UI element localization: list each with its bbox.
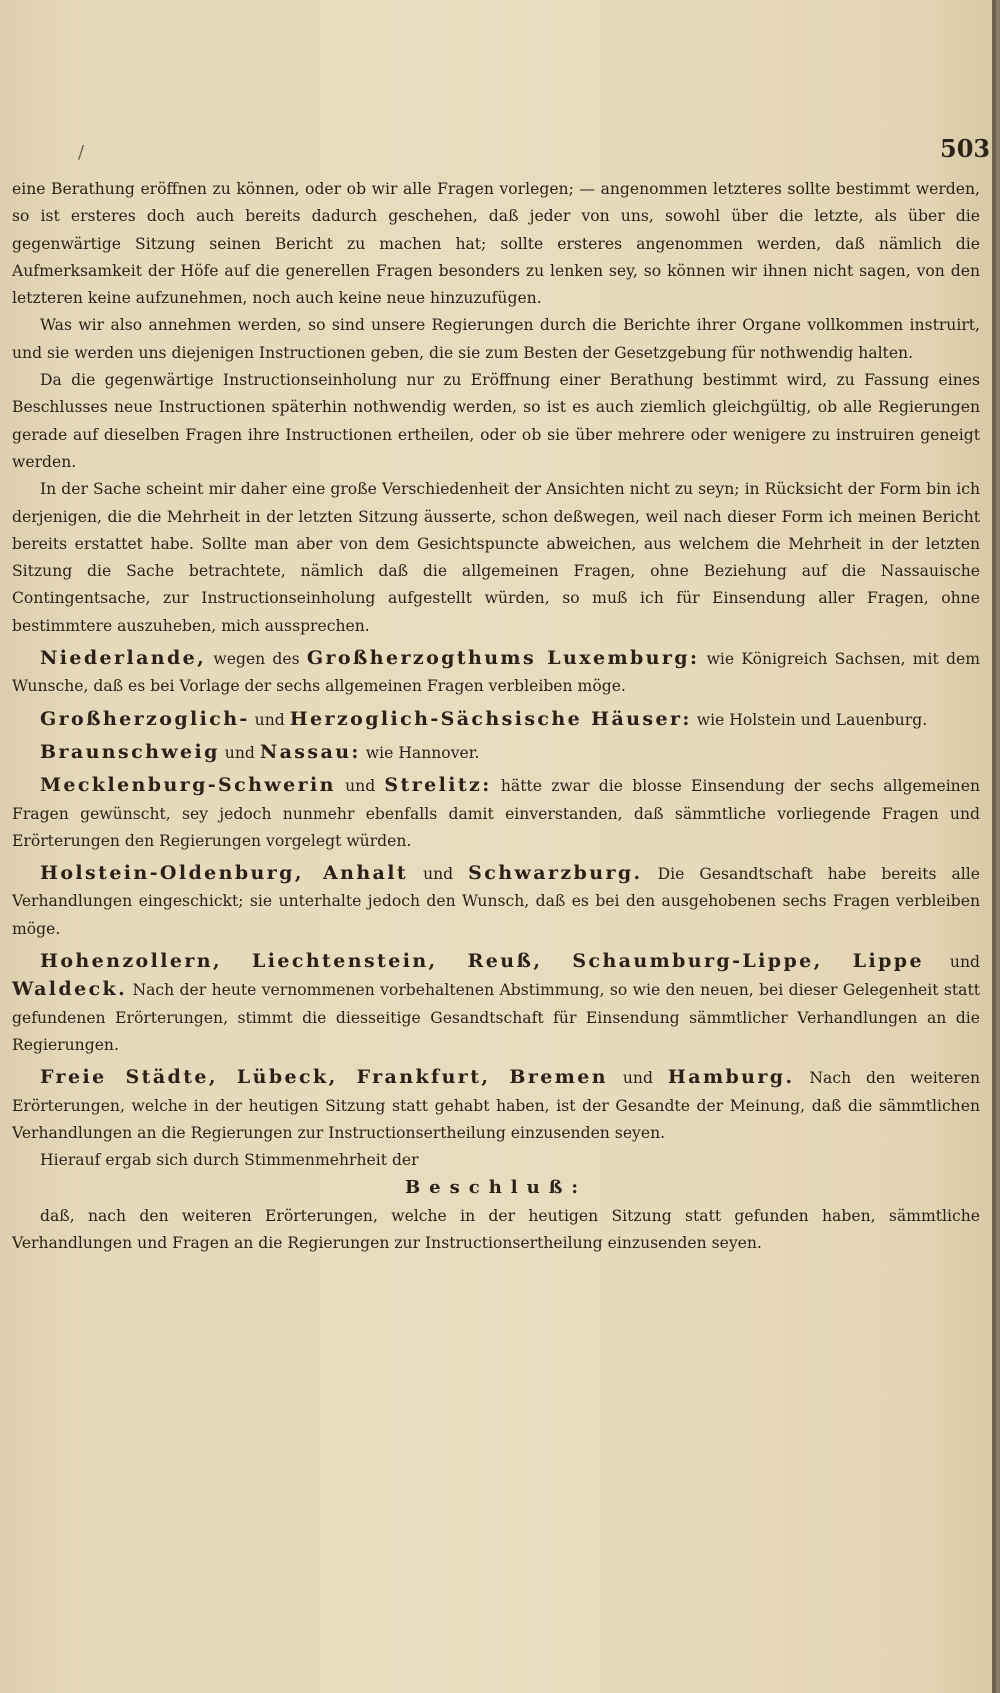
result-intro: Hierauf ergab sich durch Stimmenmehrheit der — [40, 1151, 419, 1170]
paragraph-4: In der Sache scheint mir daher eine große Verschiedenheit der Ansichten nicht zu seyn; in Rücksicht der Form bin ich derjenigen, die die Mehrheit in der letzten Sitzung äusserte, schon deßwegen, weil nach dieser Form ich meinen Bericht bereits erstattet habe. Sollte man aber von dem Gesichtspuncte abweichen, aus welchem die Mehrheit in der letzten Sitzung die Sache betrachtete, nämlich daß die allgemeinen Fragen, ohne Beziehung auf die Nassauische Contingentsache, zur Instructionseinholung aufgestellt würden, so muß ich für Einsendung aller Fragen, ohne bestimmtere auszuheben, mich aussprechen. — [12, 480, 980, 635]
vote-hohenzollern: Hohenzollern, Liechtenstein, Reuß, Schaumburg-Lippe, Lippe und Waldeck. Nach der heute vernommenen vorbehaltenen Abstimmung, so wie den neuen, bei dieser Gelegenheit statt gefundenen Erörterungen, stimmt die diesseitige Gesandtschaft für Einsendung sämmtlicher Verhandlungen an die Regierungen. — [12, 950, 980, 1054]
beschluss-text: daß, nach den weiteren Erörterungen, welche in der heutigen Sitzung statt gefunden haben, sämmtliche Verhandlungen und Fragen an die Regierungen zur Instructionsertheilung einzusenden seyen. — [12, 1206, 980, 1252]
paragraph-1: eine Berathung eröffnen zu können, oder ob wir alle Fragen vorlegen; — angenommen letzteres sollte bestimmt werden, so ist ersteres doch auch bereits dadurch geschehen, daß jeder von uns, sowohl über die letzte, als über die gegenwärtige Sitzung seinen Bericht zu machen hat; sollte ersteres angenommen werden, daß nämlich die Aufmerksamkeit der Höfe auf die generellen Fragen besonders zu lenken sey, so können wir ihnen nicht sagen, von den letzteren keine aufzunehmen, noch auch keine neue hinzuzufügen. — [12, 180, 980, 308]
paragraph-3: Da die gegenwärtige Instructionseinholung nur zu Eröffnung einer Berathung bestimmt wird, zu Fassung eines Beschlusses neue Instructionen späterhin nothwendig werden, so ist es auch ziemlich gleichgültig, ob alle Regierungen gerade auf dieselben Fragen ihre Instructionen ertheilen, oder ob sie über mehrere oder wenigere zu instruiren geneigt werden. — [12, 371, 980, 471]
vote-heading: Strelitz: — [384, 774, 492, 797]
vote-heading: Hohenzollern, Liechtenstein, Reuß, Schaumburg-Lippe, Lippe — [40, 950, 924, 973]
vote-freie-staedte: Freie Städte, Lübeck, Frankfurt, Bremen und Hamburg. Nach den weiteren Erörterungen, welche in der heutigen Sitzung statt gehabt haben, ist der Gesandte der Meinung, daß die sämmtlichen Verhandlungen an die Regierungen zur Instructionsertheilung einzusenden seyen. — [12, 1066, 980, 1142]
vote-heading: Großherzogthums Luxemburg: — [306, 647, 700, 670]
page-number: 503 — [940, 134, 991, 163]
vote-heading: Freie Städte, Lübeck, Frankfurt, Bremen — [40, 1066, 608, 1089]
vote-braunschweig: Braunschweig und Nassau: wie Hannover. — [40, 740, 480, 763]
beschluss-title-line — [12, 1174, 980, 1202]
body-text — [12, 176, 980, 1257]
page-edge — [992, 0, 996, 1693]
vote-heading: Großherzoglich- — [40, 707, 250, 730]
vote-heading: Niederlande, — [40, 647, 207, 670]
vote-heading: Braunschweig — [40, 740, 220, 763]
vote-heading: Hamburg. — [667, 1066, 795, 1089]
vote-heading: Nassau: — [259, 740, 361, 763]
vote-heading: Mecklenburg-Schwerin — [40, 774, 336, 797]
vote-holstein-oldenburg: Holstein-Oldenburg, Anhalt und Schwarzburg. Die Gesandtschaft habe bereits alle Verhandlungen eingeschickt; sie unterhalte jedoch den Wunsch, daß es bei den ausgehobenen sechs Fragen verbleiben möge. — [12, 862, 980, 938]
vote-heading: Waldeck. — [12, 978, 128, 1001]
vote-heading: Holstein-Oldenburg, Anhalt — [40, 862, 409, 885]
vote-saechsische-haeuser: Großherzoglich- und Herzoglich-Sächsische Häuser: wie Holstein und Lauenburg. — [40, 707, 928, 730]
vote-mecklenburg: Mecklenburg-Schwerin und Strelitz: hätte zwar die blosse Einsendung der sechs allgemeinen Fragen gewünscht, sey jedoch nunmehr ebenfalls damit einverstanden, daß sämmtliche vorliegende Fragen und Erörterungen den Regierungen vorgelegt würden. — [12, 774, 980, 850]
vote-niederlande: Niederlande, wegen des Großherzogthums Luxemburg: wie Königreich Sachsen, mit dem Wunsche, daß es bei Vorlage der sechs allgemeinen Fragen verbleiben möge. — [12, 647, 981, 696]
pencil-mark: / — [78, 142, 85, 163]
vote-heading: Herzoglich-Sächsische Häuser: — [289, 707, 692, 730]
beschluss-title: Beschluß: — [404, 1177, 588, 1199]
paragraph-2: Was wir also annehmen werden, so sind unsere Regierungen durch die Berichte ihrer Organe vollkommen instruirt, und sie werden uns diejenigen Instructionen geben, die sie zum Besten der Gesetzgebung für nothwendig halten. — [12, 316, 980, 362]
vote-heading: Schwarzburg. — [468, 862, 643, 885]
